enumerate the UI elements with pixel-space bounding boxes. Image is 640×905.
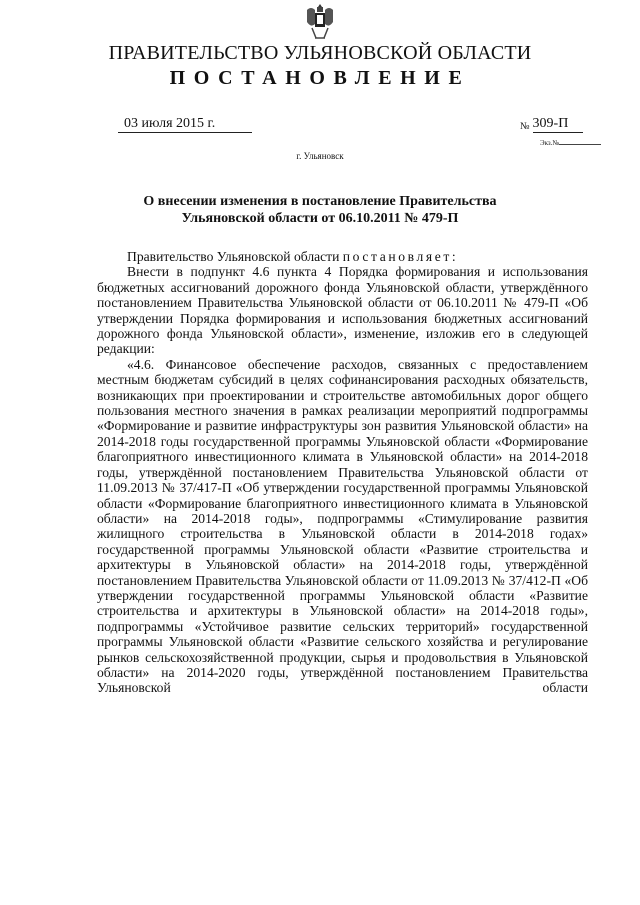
document-date: 03 июля 2015 г. [118, 116, 252, 133]
intro-verb: постановляет: [342, 249, 459, 264]
copy-label: Экз.№ [540, 139, 560, 147]
coat-of-arms-emblem-icon [303, 4, 337, 42]
number-sign: № [520, 121, 530, 132]
title-line-2: Ульяновской области от 06.10.2011 № 479-П [181, 211, 459, 226]
document-type: ПОСТАНОВЛЕНИЕ [169, 67, 471, 89]
document-title [110, 193, 530, 227]
body-paragraph-2: «4.6. Финансовое обеспечение расходов, связанных с предоставлением местным бюджетам субсидий в целях софинансирования расходных обязательств, возникающих при проектировании и строительстве автомобильных дорог общего пользования местного значения в рамках реализации мероприятий подпрограммы «Формирование и развитие инфраструктуры зон развития Ульяновской области» на 2014-2018 годы государственной программы Ульяновской области «Формирование благоприятного инвестиционного климата в Ульяновской области» на 2014-2018 годы, утверждённой постановлением Правительства Ульяновской области от 11.09.2013 № 37/417-П «Об утверждении государственной программы Ульяновской области «Формирование благоприятного инвестиционного климата в Ульяновской области» на 2014-2018 годы», подпрограммы «Стимулирование развития жилищного строительства в Ульяновской области в 2014-2018 годах» государственной программы Ульяновской области «Развитие строительства и архитектуры в Ульяновской области» на 2014-2018 годы, утверждённой постановлением Правительства Ульяновской области от 11.09.2013 № 37/412-П «Об утверждении государственной программы Ульяновской области «Развитие строительства и архитектуры в Ульяновской области» на 2014-2018 годы», подпрограммы «Устойчивое развитие сельских территорий» государственной программы Ульяновской области «Развитие сельского хозяйства и регулирование рынков сельскохозяйственной продукции, сырья и продовольствия в Ульяновской области» на 2014-2020 годы, утверждённой постановлением Правительства Ульяновской области [97, 356, 588, 696]
copy-number-field [540, 139, 601, 147]
document-number-block [520, 116, 583, 135]
document-body [97, 249, 588, 696]
intro-paragraph [97, 249, 588, 264]
body-paragraph-1: Внести в подпункт 4.6 пункта 4 Порядка формирования и использования бюджетных ассигнований дорожного фонда Ульяновской области, утверждённого постановлением Правительства Ульяновской области от 06.10.2011 № 479-П «Об утверждении Порядка формирования и использования бюджетных ассигнований дорожного фонда Ульяновской области», изменение, изложив его в следующей редакции: [97, 264, 588, 357]
government-name: ПРАВИТЕЛЬСТВО УЛЬЯНОВСКОЙ ОБЛАСТИ [108, 42, 532, 64]
copy-number-line [559, 144, 601, 145]
document-number: 309-П [533, 116, 583, 133]
title-line-1: О внесении изменения в постановление Правительства [143, 194, 497, 209]
intro-subject: Правительство Ульяновской области [127, 249, 340, 264]
city-name: г. Ульяновск [296, 151, 344, 161]
